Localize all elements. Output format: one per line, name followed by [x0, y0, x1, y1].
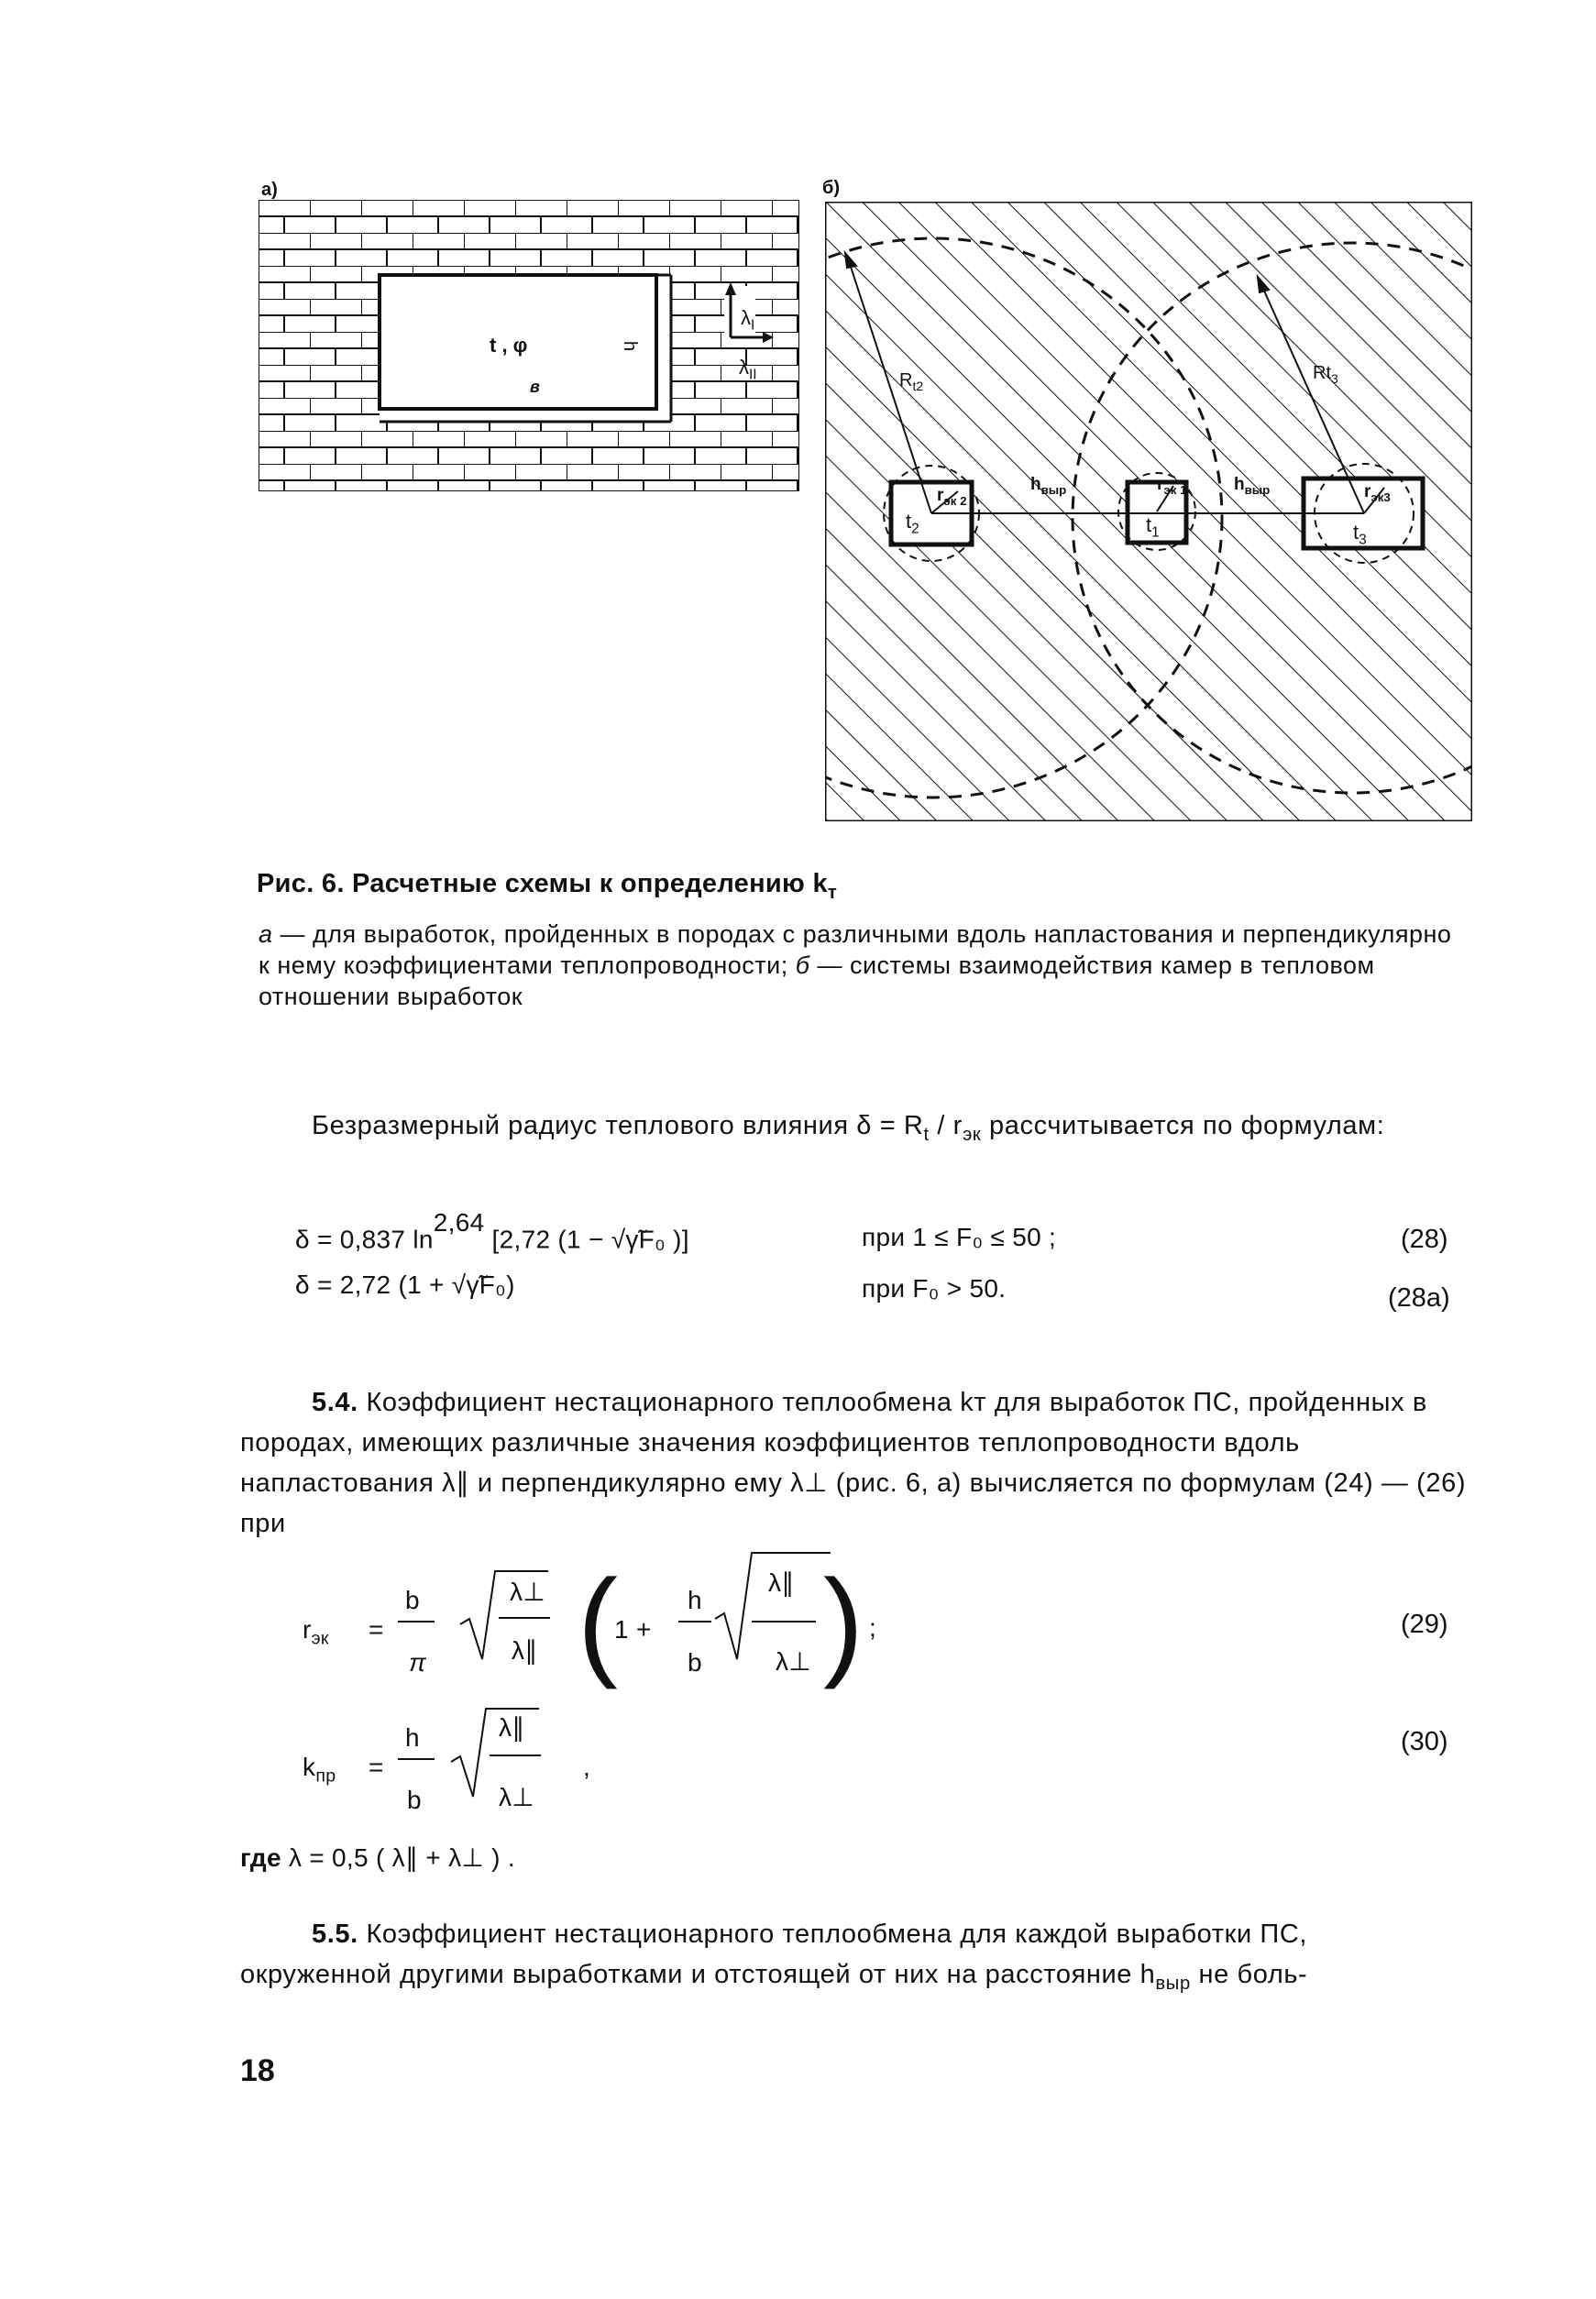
t1-label: $t_1$	[1146, 513, 1160, 541]
equation-number-28a: (28а)	[1388, 1283, 1450, 1313]
equation-number-30: (30)	[1401, 1727, 1448, 1756]
lambda-perp-label: $\lambda_I$	[741, 306, 755, 334]
paragraph-5-5: 5.5. Коэффициент нестационарного теплообмена для каждой выработки ПС, окруженной другими выработками и отстоящей от них на расстояние $h_{выр}$ не боль-	[240, 1920, 1308, 1994]
formula-28: δ = 0,837 $\ln^{2,64} [2,72$ (1 − √γ̃F₀ )]	[295, 1208, 689, 1254]
formula-28a-condition: при F₀ > 50.	[862, 1274, 1007, 1303]
equation-number-28: (28)	[1401, 1225, 1448, 1254]
figure-caption-title: Рис. 6. Расчетные схемы к определению $k_т$	[257, 869, 838, 903]
radius-t3-label: $Rt_3$	[1313, 363, 1338, 386]
panel-b-label: б)	[822, 178, 841, 198]
formula-28a: δ = 2,72 (1 + √γ̃F₀)	[295, 1270, 515, 1299]
t2-label: $t_2$	[906, 510, 919, 537]
formula-30: $k_{пр}$ = h b λ∥ λ⊥ ,	[303, 1705, 614, 1824]
panel-a-width-label: в	[530, 378, 540, 396]
lambda-par-label: $\lambda_{II}$	[739, 356, 757, 383]
t3-label: $t_3$	[1353, 521, 1367, 548]
panel-a-brick-diagram	[259, 200, 799, 491]
panel-a-label: а)	[261, 180, 278, 200]
equation-number-29: (29)	[1401, 1610, 1448, 1639]
paragraph-dimensionless-radius: Безразмерный радиус теплового влияния $\delta = R_t / r_{эк}$ рассчитывается по формулам:	[312, 1111, 1385, 1145]
formula-29: $r_{эк}$ = b π λ⊥ λ∥ ( 1 + h b λ∥ λ⊥ ) ;	[303, 1555, 877, 1689]
panel-a-room-label: t , φ	[490, 334, 528, 357]
r-ek1-label: $r_{эк 1}$	[1157, 475, 1187, 497]
page-number: 18	[240, 2053, 275, 2088]
formula-28-condition: при 1 ≤ F₀ ≤ 50 ;	[862, 1223, 1057, 1251]
h-vyr-left-label: $h_{выр}$	[1030, 475, 1067, 497]
where-definition: где λ = 0,5 ( λ∥ + λ⊥ ) .	[240, 1843, 515, 1872]
r-ek3-label: $r_{эк3}$	[1364, 482, 1391, 504]
h-vyr-right-label: $h_{выр}$	[1234, 475, 1271, 497]
panel-a-height-label: h	[620, 340, 641, 352]
radius-t2-label: $R_{t2}$	[899, 370, 924, 393]
r-ek2-label: $r_{эк 2}$	[937, 486, 967, 508]
paragraph-5-4: 5.4. Коэффициент нестационарного теплообмена kт для выработок ПС, пройденных в породах, имеющих различные значения коэффициентов теплопроводности вдоль напластования λ∥ и перпендикулярно ему λ⊥ (рис. 6, а) вычисляется по формулам (24) — (26) при	[240, 1388, 1467, 1538]
panel-b-interaction-diagram	[825, 202, 1472, 821]
figure-caption-body: а — для выработок, пройденных в породах с различными вдоль напластования и перпендикулярно к нему коэффициентами теплопроводности; б — системы взаимодействия камер в тепловом отношении выработок	[259, 920, 1452, 1010]
